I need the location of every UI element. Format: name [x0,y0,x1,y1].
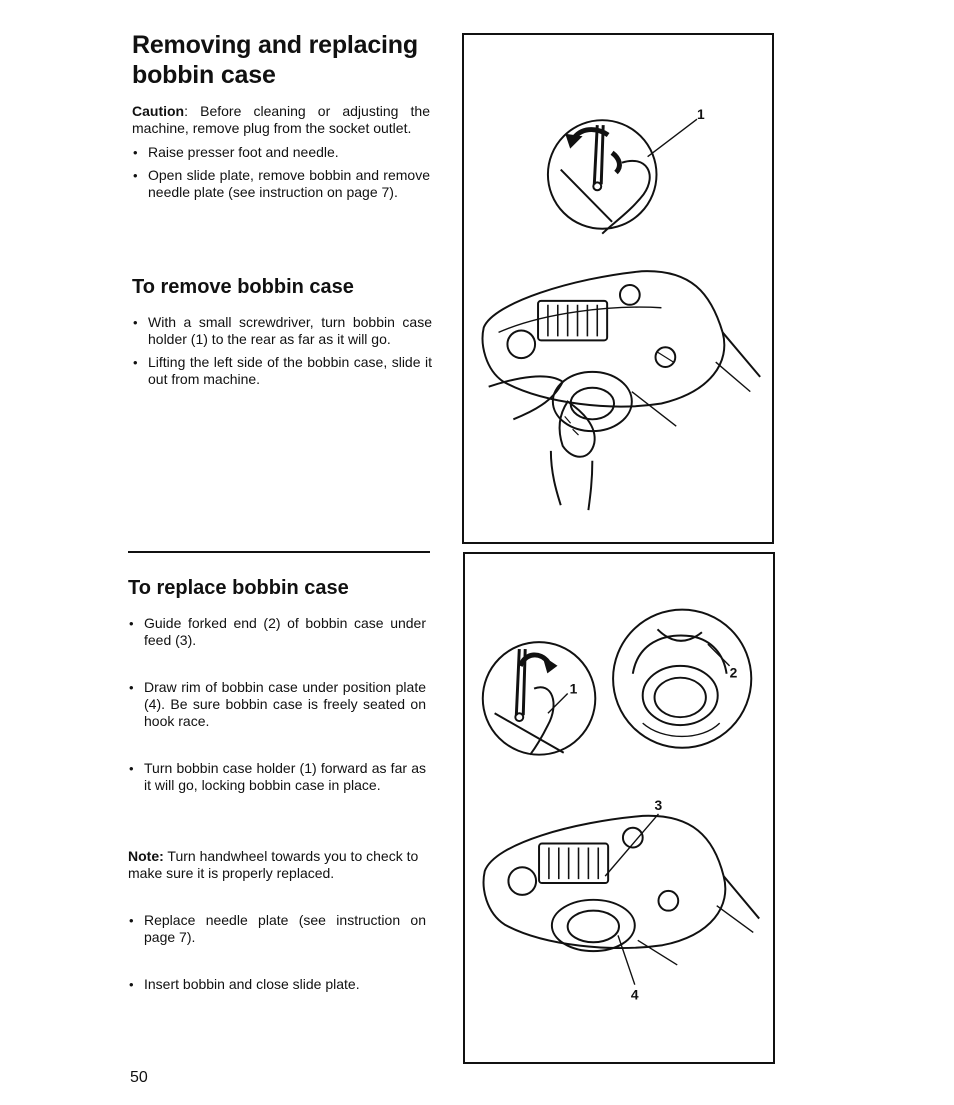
figure-remove-bobbin-case [462,33,774,544]
list-item: • Turn bobbin case holder (1) forward as far as it will go, locking bobbin case in place. [128,760,426,794]
detail-circle-screwdriver [548,120,657,234]
replace-section-title: To replace bobbin case [128,577,349,599]
page-title: Removing and replacing bobbin case [132,31,418,89]
list-item: • Raise presser foot and needle. [132,144,430,161]
illustration-replace [465,554,773,1062]
callout-leader-4 [618,935,635,984]
callout-label-4: 4 [630,986,639,1003]
list-item: • Guide forked end (2) of bobbin case under feed (3). [128,615,426,649]
page-number: 50 [130,1069,148,1086]
bobbin-case-in-hand [489,372,632,510]
prep-steps-list [132,144,430,201]
callout-leader-1 [548,693,568,713]
caution-paragraph [132,103,430,137]
machine-bed [483,271,761,426]
list-item: • Replace needle plate (see instruction on page 7). [128,912,426,946]
note-label: Note: [128,848,164,864]
remove-section-title: To remove bobbin case [132,276,354,298]
caution-text: : Before cleaning or adjusting the machine, remove plug from the socket outlet. [132,103,430,136]
figure-replace-bobbin-case [463,552,775,1064]
illustration-remove [464,35,772,542]
callout-leader-1 [648,119,697,157]
callout-leader-3 [605,814,658,876]
list-item: • Draw rim of bobbin case under position plate (4). Be sure bobbin case is freely seated on hook race. [128,679,426,730]
callout-leader-2 [708,644,730,666]
callout-label-1: 1 [569,680,578,697]
caution-label: Caution [132,103,185,119]
callout-label-2: 2 [729,664,738,681]
section-divider [128,551,430,553]
note-text: Turn handwheel towards you to check to make sure it is properly replaced. [128,848,419,881]
list-item: • With a small screwdriver, turn bobbin case holder (1) to the rear as far as it will go. [132,314,432,348]
replace-steps-list [128,615,426,794]
list-item: • Open slide plate, remove bobbin and remove needle plate (see instruction on page 7). [132,167,430,201]
detail-circle-holder [483,642,596,755]
remove-steps-list [132,314,432,388]
callout-label-1: 1 [696,106,705,123]
final-steps-list [128,912,426,993]
list-item: • Lifting the left side of the bobbin case, slide it out from machine. [132,354,432,388]
machine-bed [484,816,760,965]
callout-label-3: 3 [654,796,663,813]
list-item: • Insert bobbin and close slide plate. [128,976,426,993]
note-paragraph [128,848,430,882]
